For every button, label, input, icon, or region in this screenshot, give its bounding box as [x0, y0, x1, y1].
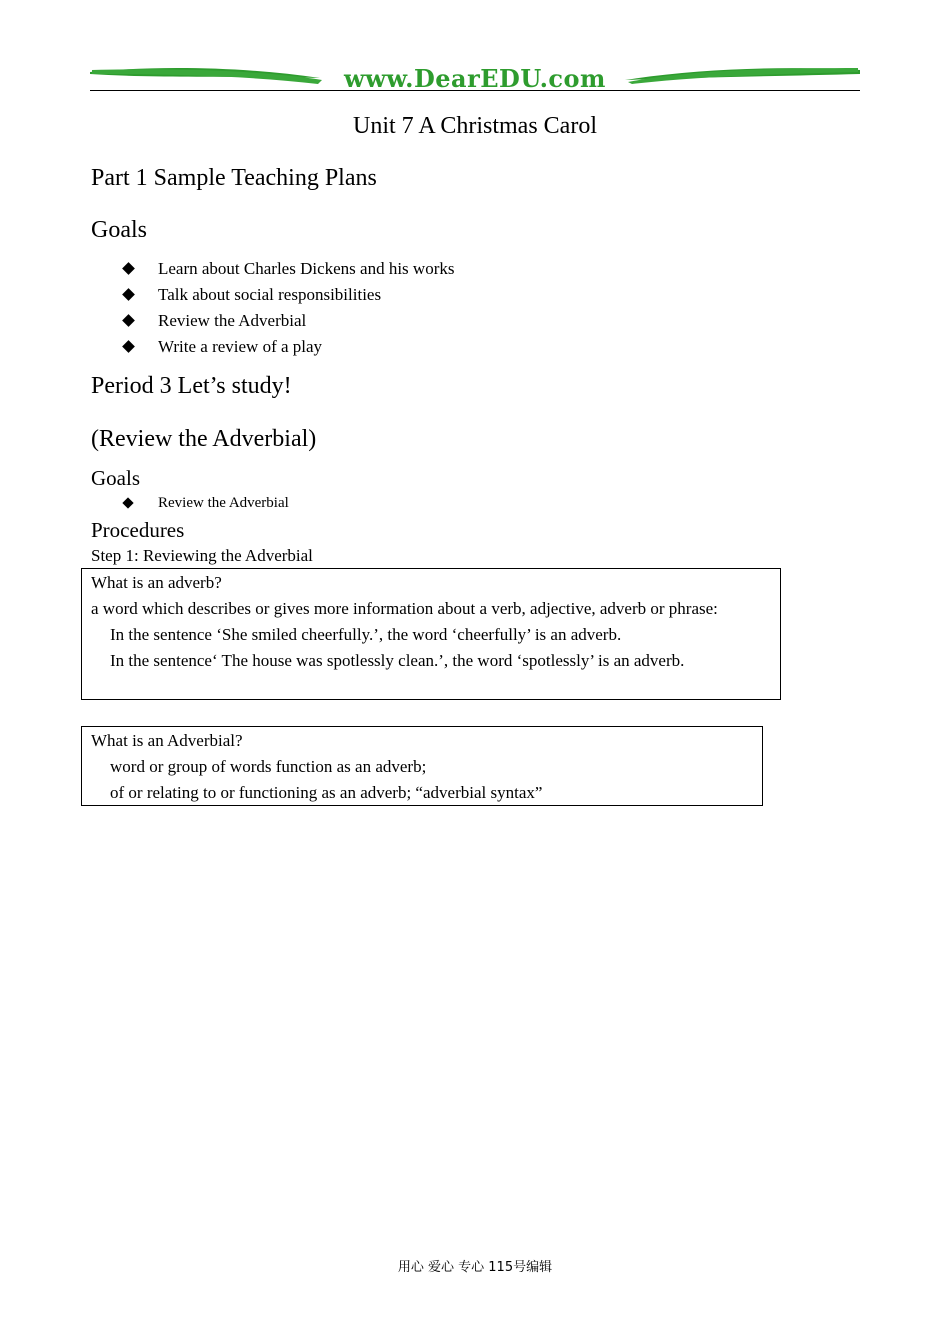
box-question: What is an adverb?	[91, 573, 222, 592]
list-item: Review the Adverbial	[120, 308, 454, 334]
period-goals-list	[120, 492, 289, 514]
header-rule	[90, 90, 860, 91]
list-item: Review the Adverbial	[120, 492, 289, 514]
diamond-bullet-icon	[122, 340, 135, 353]
goals-heading: Goals	[91, 217, 147, 243]
procedures-heading: Procedures	[91, 518, 185, 542]
period-goals-heading: Goals	[91, 466, 140, 490]
diamond-bullet-icon	[122, 497, 133, 508]
site-logo-text: www.DearEDU.com	[344, 64, 606, 93]
box-line: of or relating to or functioning as an adverb; “adverbial syntax”	[110, 783, 543, 802]
part-heading: Part 1 Sample Teaching Plans	[91, 165, 377, 191]
period-subheading: (Review the Adverbial)	[91, 426, 317, 452]
box-question: What is an Adverbial?	[91, 731, 243, 750]
box-example: In the sentence ‘She smiled cheerfully.’, the word ‘cheerfully’ is an adverb.	[110, 625, 622, 644]
diamond-bullet-icon	[122, 262, 135, 275]
adverb-definition-box	[81, 568, 781, 700]
site-header	[90, 64, 860, 94]
period-heading: Period 3 Let’s study!	[91, 373, 292, 399]
diamond-bullet-icon	[122, 288, 135, 301]
box-line: word or group of words function as an adverb;	[110, 757, 427, 776]
document-title: Unit 7 A Christmas Carol	[352, 113, 597, 139]
diamond-bullet-icon	[122, 314, 135, 327]
adverbial-definition-box	[81, 726, 763, 806]
list-item: Talk about social responsibilities	[120, 282, 454, 308]
page-footer: 用心 爱心 专心 115号编辑	[397, 1260, 553, 1275]
box-definition: a word which describes or gives more information about a verb, adjective, adverb or phrase:	[91, 599, 718, 618]
step-1-heading: Step 1: Reviewing the Adverbial	[91, 546, 313, 565]
box-example: In the sentence‘ The house was spotlessly clean.’, the word ‘spotlessly’ is an adverb.	[110, 651, 685, 670]
list-item: Learn about Charles Dickens and his works	[120, 256, 454, 282]
list-item: Write a review of a play	[120, 334, 454, 360]
goals-list	[120, 256, 454, 360]
